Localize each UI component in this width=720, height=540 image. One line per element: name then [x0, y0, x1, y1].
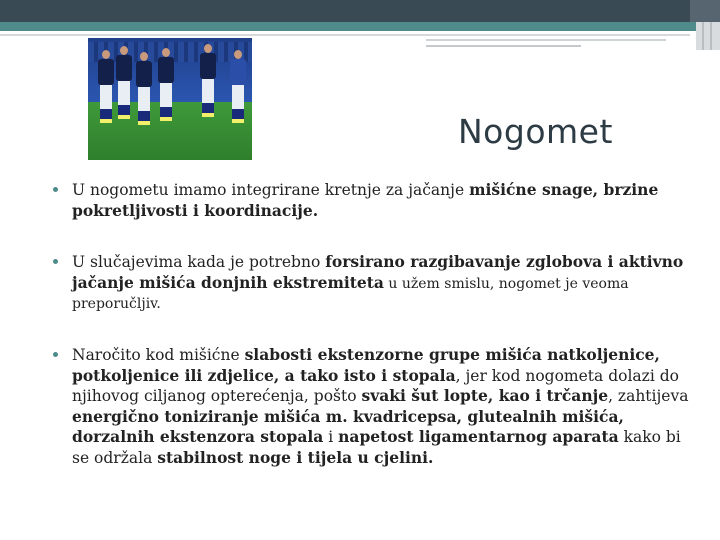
bullet-text — [72, 345, 693, 468]
bullet-dot-icon — [53, 259, 58, 264]
bullet-text-part-bold: mišićne snage, brzine pokretljivosti i koordinacije. — [72, 180, 659, 220]
football-team-photo — [88, 38, 252, 160]
bullet-text-part: , jer kod nogometa dolazi do njihovog ciljanog opterećenja, pošto — [72, 366, 679, 405]
header-bar — [0, 0, 720, 22]
header-edge-decoration — [696, 22, 720, 50]
bullet-text-part-bold: svaki šut lopte, kao i trčanje — [361, 386, 609, 405]
header-divider-short — [426, 39, 666, 41]
bullet-dot-icon — [53, 352, 58, 357]
bullet-text-part-bold: energično toniziranje mišića m. kvadricepsa, glutealnih mišića, dorzalnih ekstenzora stopala — [72, 406, 624, 446]
header-divider-shorter — [426, 45, 581, 47]
bullet-text-part: kako bi se održala — [72, 428, 681, 467]
bullet-text — [72, 252, 693, 315]
bullet-text-part: i — [323, 428, 339, 446]
bullet-item — [53, 252, 693, 315]
bullet-text-part-bold: forsirano razgibavanje zglobova i aktivno jačanje mišića donjnih ekstremiteta — [72, 252, 684, 292]
header-divider — [0, 34, 690, 36]
bullet-text-part-bold: stabilnost noge i tijela u cjelini. — [157, 447, 434, 467]
bullet-text-part: U slučajevima kada je potrebno — [72, 253, 326, 271]
bullet-text-part: Naročito kod mišićne — [72, 346, 245, 364]
bullet-text-part-bold: napetost ligamentarnog aparata — [338, 427, 619, 446]
bullet-text-part: u užem smislu, nogomet je veoma preporučljiv. — [72, 275, 629, 312]
bullet-item — [53, 345, 693, 468]
bullet-item — [53, 180, 693, 221]
bullet-text — [72, 180, 693, 221]
header-accent-bar — [0, 22, 696, 31]
slide-title: Nogomet — [458, 112, 613, 151]
bullet-dot-icon — [53, 187, 58, 192]
bullet-text-part: , zahtijeva — [608, 387, 689, 405]
bullet-text-part-bold: slabosti ekstenzorne grupe mišića natkoljenice, potkoljenice ili zdjelice, a tako isto i stopala — [72, 345, 660, 385]
bullet-text-part: U nogometu imamo integrirane kretnje za jačanje — [72, 181, 470, 199]
